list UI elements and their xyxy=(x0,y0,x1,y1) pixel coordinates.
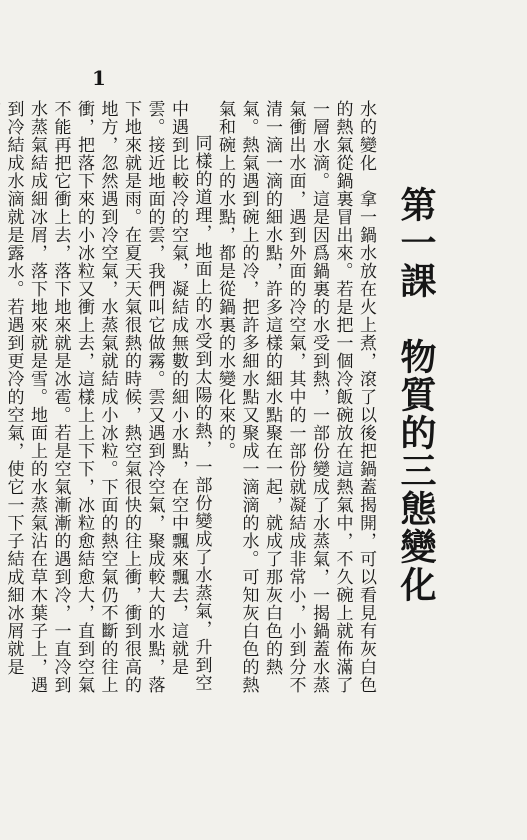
lesson-body xyxy=(3,100,377,700)
paragraph-water-change: 水的變化 拿一鍋水放在火上煮，滾了以後把鍋蓋揭開，可以看見有灰白色的熱氣從鍋裏冒出來。若是把一個冷飯碗放在這熱氣中，不久碗上就佈滿了一層水滴。這是因爲鍋裏的水受到熱，一部份變成了水蒸氣，一揭鍋蓋水蒸氣衝出水面，遇到外面的冷空氣，其中的一部份就凝結成非常小，小到分不清一滴一滴的細水點，許多這樣的細水點聚在一起，就成了那灰白色的熱氣。熱氣遇到碗上的冷，把許多細水點又聚成一滴滴的水。可知灰白色的熱氣和碗上的水點，都是從鍋裏的水變化來的。 xyxy=(215,100,376,694)
paragraph-weather: 同樣的道理，地面上的水受到太陽的熱，一部份變成了水蒸氣，升到空中遇到比較冷的空氣，凝結成無數的細小水點，在空中飄來飄去，這就是雲。接近地面的雲，我們叫它做霧。雲又遇到冷空氣，聚成較大的水點，落下地來就是雨。在夏天天氣很熱的時候，熱空氣很快的往上衝，衝到很高的地方，忽然遇到冷空氣，水蒸氣就結成小冰粒。下面的熱空氣仍不斷的往上衝，把落下來的小冰粒又衝上去，這樣上上下下，冰粒愈結愈大，直到空氣不能再把它衝上去，落下地來就是冰雹。若是空氣漸漸的遇到冷，一直冷到水蒸氣結成細冰屑，落下地來就是雪。地面上的水蒸氣沾在草木葉子上，遇到冷結成水滴就是露水。若遇到更冷的空氣，使它一下子結成細冰屑就是 xyxy=(3,100,212,694)
page-number: 1 xyxy=(92,66,106,90)
chapter-title: 第一課 物質的三態變化 xyxy=(395,186,437,604)
